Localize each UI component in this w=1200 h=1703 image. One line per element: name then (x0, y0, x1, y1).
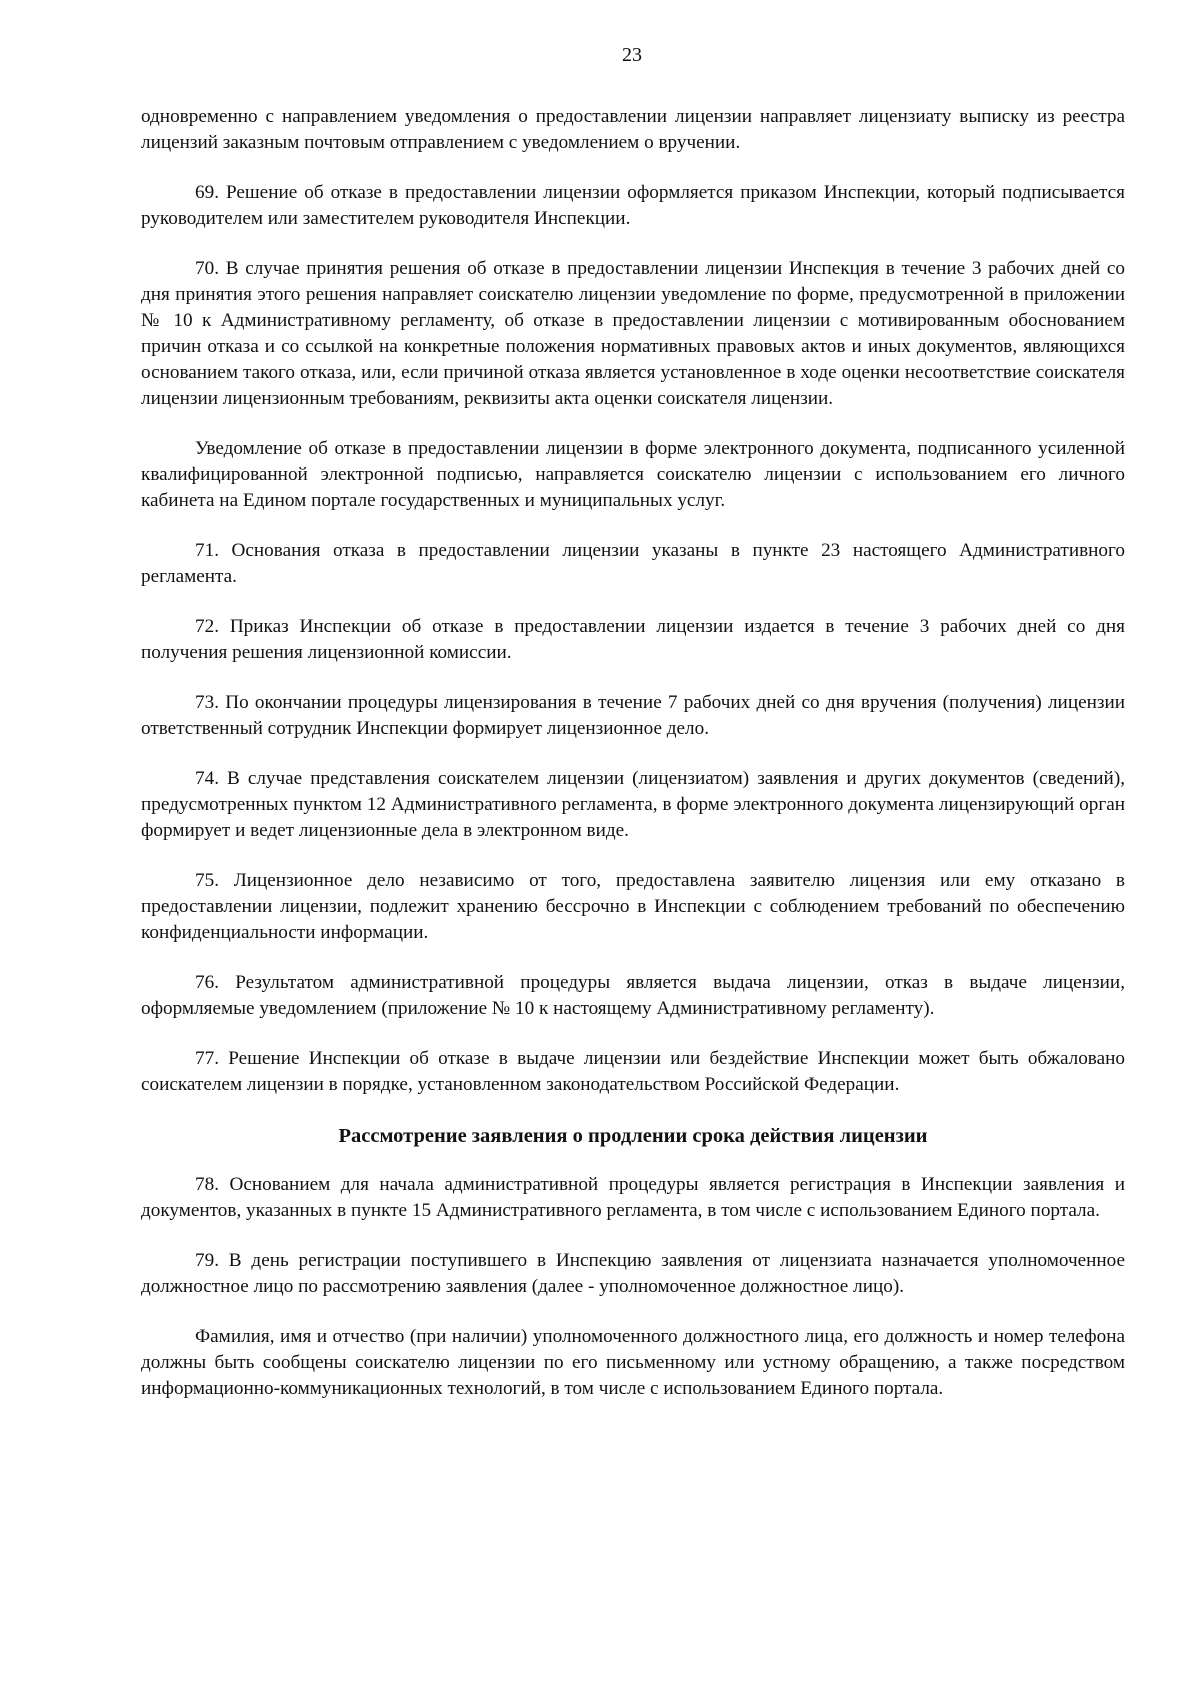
paragraph-78: 78. Основанием для начала административной процедуры является регистрация в Инспекции заявления и документов, указанных в пункте 15 Административного регламента, в том числе с использованием Единого портала. (141, 1174, 1125, 1221)
paragraph-79: 79. В день регистрации поступившего в Инспекцию заявления от лицензиата назначается уполномоченное должностное лицо по рассмотрению заявления (далее - уполномоченное должностное лицо). (141, 1250, 1125, 1297)
paragraph-continuation: одновременно с направлением уведомления о предоставлении лицензии направляет лицензиату выписку из реестра лицензий заказным почтовым отправлением с уведомлением о вручении. (141, 106, 1125, 153)
document-body (141, 104, 1125, 1426)
paragraph-70: 70. В случае принятия решения об отказе в предоставлении лицензии Инспекция в течение 3 рабочих дней со дня принятия этого решения направляет соискателю лицензии уведомление по форме, предусмотренной в приложении № 10 к Административному регламенту, об отказе в предоставлении лицензии с мотивированным обоснованием причин отказа и со ссылкой на конкретные положения нормативных правовых актов и иных документов, являющихся основанием такого отказа, или, если причиной отказа является установленное в ходе оценки несоответствие соискателя лицензии лицензионным требованиям, реквизиты акта оценки соискателя лицензии. (141, 258, 1125, 409)
paragraph-70-notice: Уведомление об отказе в предоставлении лицензии в форме электронного документа, подписанного усиленной квалифицированной электронной подписью, направляется соискателю лицензии с использованием его личного кабинета на Едином портале государственных и муниципальных услуг. (141, 438, 1125, 511)
paragraph-77: 77. Решение Инспекции об отказе в выдаче лицензии или бездействие Инспекции может быть обжаловано соискателем лицензии в порядке, установленном законодательством Российской Федерации. (141, 1048, 1125, 1095)
paragraph-74: 74. В случае представления соискателем лицензии (лицензиатом) заявления и других документов (сведений), предусмотренных пунктом 12 Административного регламента, в форме электронного документа лицензирующий орган формирует и ведет лицензионные дела в электронном виде. (141, 768, 1125, 841)
page-number: 23 (622, 44, 642, 66)
paragraph-73: 73. По окончании процедуры лицензирования в течение 7 рабочих дней со дня вручения (получения) лицензии ответственный сотрудник Инспекции формирует лицензионное дело. (141, 692, 1125, 739)
paragraph-69: 69. Решение об отказе в предоставлении лицензии оформляется приказом Инспекции, который подписывается руководителем или заместителем руководителя Инспекции. (141, 182, 1125, 229)
paragraph-75: 75. Лицензионное дело независимо от того, предоставлена заявителю лицензия или ему отказано в предоставлении лицензии, подлежит хранению бессрочно в Инспекции с соблюдением требований по обеспечению конфиденциальности информации. (141, 870, 1125, 943)
paragraph-72: 72. Приказ Инспекции об отказе в предоставлении лицензии издается в течение 3 рабочих дней со дня получения решения лицензионной комиссии. (141, 616, 1125, 663)
paragraph-76: 76. Результатом административной процедуры является выдача лицензии, отказ в выдаче лицензии, оформляемые уведомлением (приложение № 10 к настоящему Административному регламенту). (141, 972, 1125, 1019)
paragraph-71: 71. Основания отказа в предоставлении лицензии указаны в пункте 23 настоящего Административного регламента. (141, 540, 1125, 587)
paragraph-79-contact: Фамилия, имя и отчество (при наличии) уполномоченного должностного лица, его должность и номер телефона должны быть сообщены соискателю лицензии по его письменному или устному обращению, а также посредством информационно-коммуникационных технологий, в том числе с использованием Единого портала. (141, 1326, 1125, 1399)
section-heading: Рассмотрение заявления о продлении срока действия лицензии (338, 1125, 928, 1147)
